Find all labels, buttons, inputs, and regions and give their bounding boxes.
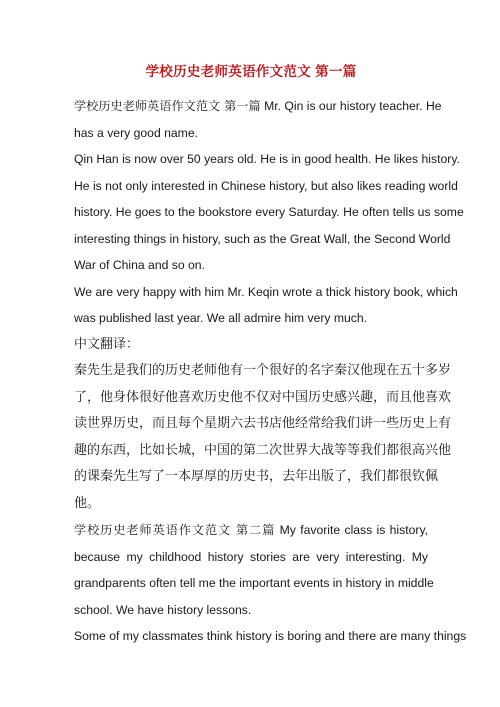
essay-1-heading: 学校历史老师英语作文范文 第一篇 [74, 99, 261, 113]
translation-line: 的课秦先生写了一本厚厚的历史书，去年出版了，我们都很钦佩 [74, 469, 439, 484]
essay-1-line: We are very happy with him Mr. Keqin wrote a thick history book, which [74, 284, 458, 299]
essay-1-line: He is not only interested in Chinese history, but also likes reading world [74, 178, 458, 193]
essay-2-line [74, 517, 428, 544]
translation-line: 秦先生是我们的历史老师他有一个很好的名字秦汉他现在五十多岁 [74, 363, 452, 378]
essay-1-text: Mr. Qin is our history teacher. He [264, 99, 442, 113]
essay-1-line: history. He goes to the bookstore every Saturday. He often tells us some [74, 205, 464, 219]
translation-label: 中文翻译： [74, 336, 140, 352]
document-title: 学校历史老师英语作文范文 第一篇 [145, 64, 357, 79]
essay-1-line: interesting things in history, such as the Great Wall, the Second World [74, 231, 451, 246]
essay-2-line: grandparents often tell me the important events in history in middle [74, 576, 434, 590]
essay-2-heading: 学校历史老师英语作文范文 第二篇 [74, 523, 276, 537]
essay-2-text: My favorite class is history, [279, 523, 429, 537]
translation [74, 332, 452, 518]
essay-1 [74, 93, 464, 332]
essay-2-line: school. We have history lessons. [74, 602, 252, 617]
essay-1-line: Qin Han is now over 50 years old. He is in good health. He likes history. [74, 152, 460, 166]
translation-line: 趣的东西，比如长城，中国的第二次世界大战等等我们都很高兴他 [74, 442, 452, 458]
translation-line: 了，他身体很好他喜欢历史他不仅对中国历史感兴趣，而且他喜欢 [74, 389, 452, 405]
essay-1-line: has a very good name. [74, 125, 198, 140]
essay-1-line: War of China and so on. [74, 258, 205, 272]
essay-2 [74, 517, 467, 650]
essay-2-line: Some of my classmates think history is boring and there are many things [74, 629, 467, 643]
translation-line: 他。 [74, 495, 101, 511]
translation-line: 读世界历史，而且每个星期六去书店他经常给我们讲一些历史上有 [74, 416, 452, 431]
essay-1-line: was published last year. We all admire him very much. [74, 311, 368, 325]
essay-2-line: because my childhood history stories are very interesting. My [74, 549, 428, 564]
essay-1-line [74, 93, 442, 120]
